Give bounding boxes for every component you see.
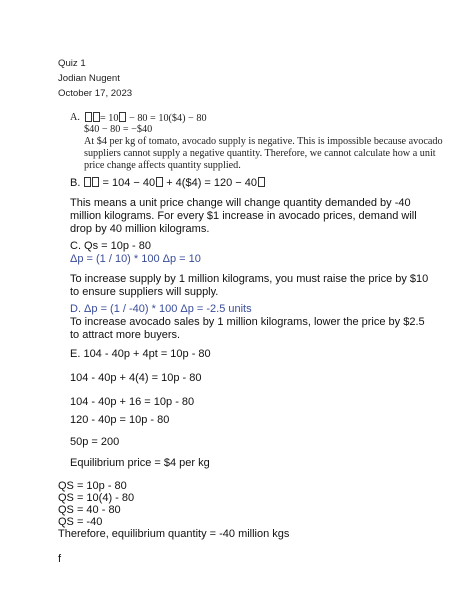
part-d-text-line-2: to attract more buyers. (70, 329, 181, 341)
part-b-text-line-2: million kilograms. For every $1 increase in avocado prices, demand will (70, 210, 417, 222)
qs-line-4: QS = -40 (58, 516, 103, 528)
part-c-equation: C. Qs = 10p - 80 (70, 240, 152, 252)
missing-glyph-icon (92, 177, 99, 187)
part-d-delta-p: D. Δp = (1 / -40) * 100 Δp = -2.5 units (70, 303, 252, 315)
part-b-eq-rest: = 104 − 40 (99, 177, 156, 189)
part-b-eq-mid: + 4($4) = 120 − 40 (163, 177, 258, 189)
part-b-equation (70, 177, 265, 189)
part-e-line-4: 120 - 40p = 10p - 80 (70, 414, 170, 426)
part-a-equation-1 (84, 112, 207, 124)
missing-glyph-icon (93, 112, 100, 122)
part-c-delta-p: Δp = (1 / 10) * 100 Δp = 10 (70, 253, 201, 265)
missing-glyph-icon (258, 177, 265, 187)
part-d-text-line-1: To increase avocado sales by 1 million kilograms, lower the price by $2.5 (70, 316, 425, 328)
part-a-eq1-end: − 80 = 10($4) − 80 (126, 113, 207, 124)
part-e-line-2: 104 - 40p + 4(4) = 10p - 80 (70, 372, 202, 384)
quiz-title: Quiz 1 (58, 58, 86, 69)
equilibrium-quantity: Therefore, equilibrium quantity = -40 million kgs (58, 528, 290, 540)
qs-line-1: QS = 10p - 80 (58, 480, 127, 492)
equilibrium-price: Equilibrium price = $4 per kg (70, 457, 210, 469)
author-name: Jodian Nugent (58, 73, 120, 84)
part-a-paragraph-line-1: At $4 per kg of tomato, avocado supply is negative. This is impossible because avocado (84, 136, 443, 147)
missing-glyph-icon (84, 177, 91, 187)
part-b-text-line-1: This means a unit price change will change quantity demanded by -40 (70, 197, 411, 209)
part-a-eq1-rest: = 10 (100, 113, 119, 124)
part-c-text-line-1: To increase supply by 1 million kilograms, you must raise the price by $10 (70, 273, 429, 285)
document-date: October 17, 2023 (58, 88, 133, 99)
part-e-line-5: 50p = 200 (70, 436, 120, 448)
qs-line-2: QS = 10(4) - 80 (58, 492, 135, 504)
part-a-equation-2: $40 − 80 = −$40 (84, 124, 153, 135)
footer-text: f (58, 553, 62, 565)
part-b-text-line-3: drop by 40 million kilograms. (70, 223, 210, 235)
part-a-paragraph-line-3: price change affects quantity supplied. (84, 160, 241, 171)
missing-glyph-icon (156, 177, 163, 187)
part-a-paragraph-line-2: suppliers cannot supply a negative quantity. Therefore, we cannot calculate how a unit (84, 148, 436, 159)
part-e-line-3: 104 - 40p + 16 = 10p - 80 (70, 396, 195, 408)
part-c-text-line-2: to ensure suppliers will supply. (70, 286, 219, 298)
qs-line-3: QS = 40 - 80 (58, 504, 121, 516)
missing-glyph-icon (85, 112, 92, 122)
missing-glyph-icon (119, 112, 126, 122)
part-a-label: A. (70, 112, 80, 123)
part-e-line-1: E. 104 - 40p + 4pt = 10p - 80 (70, 348, 211, 360)
part-b-label: B. (70, 177, 81, 189)
